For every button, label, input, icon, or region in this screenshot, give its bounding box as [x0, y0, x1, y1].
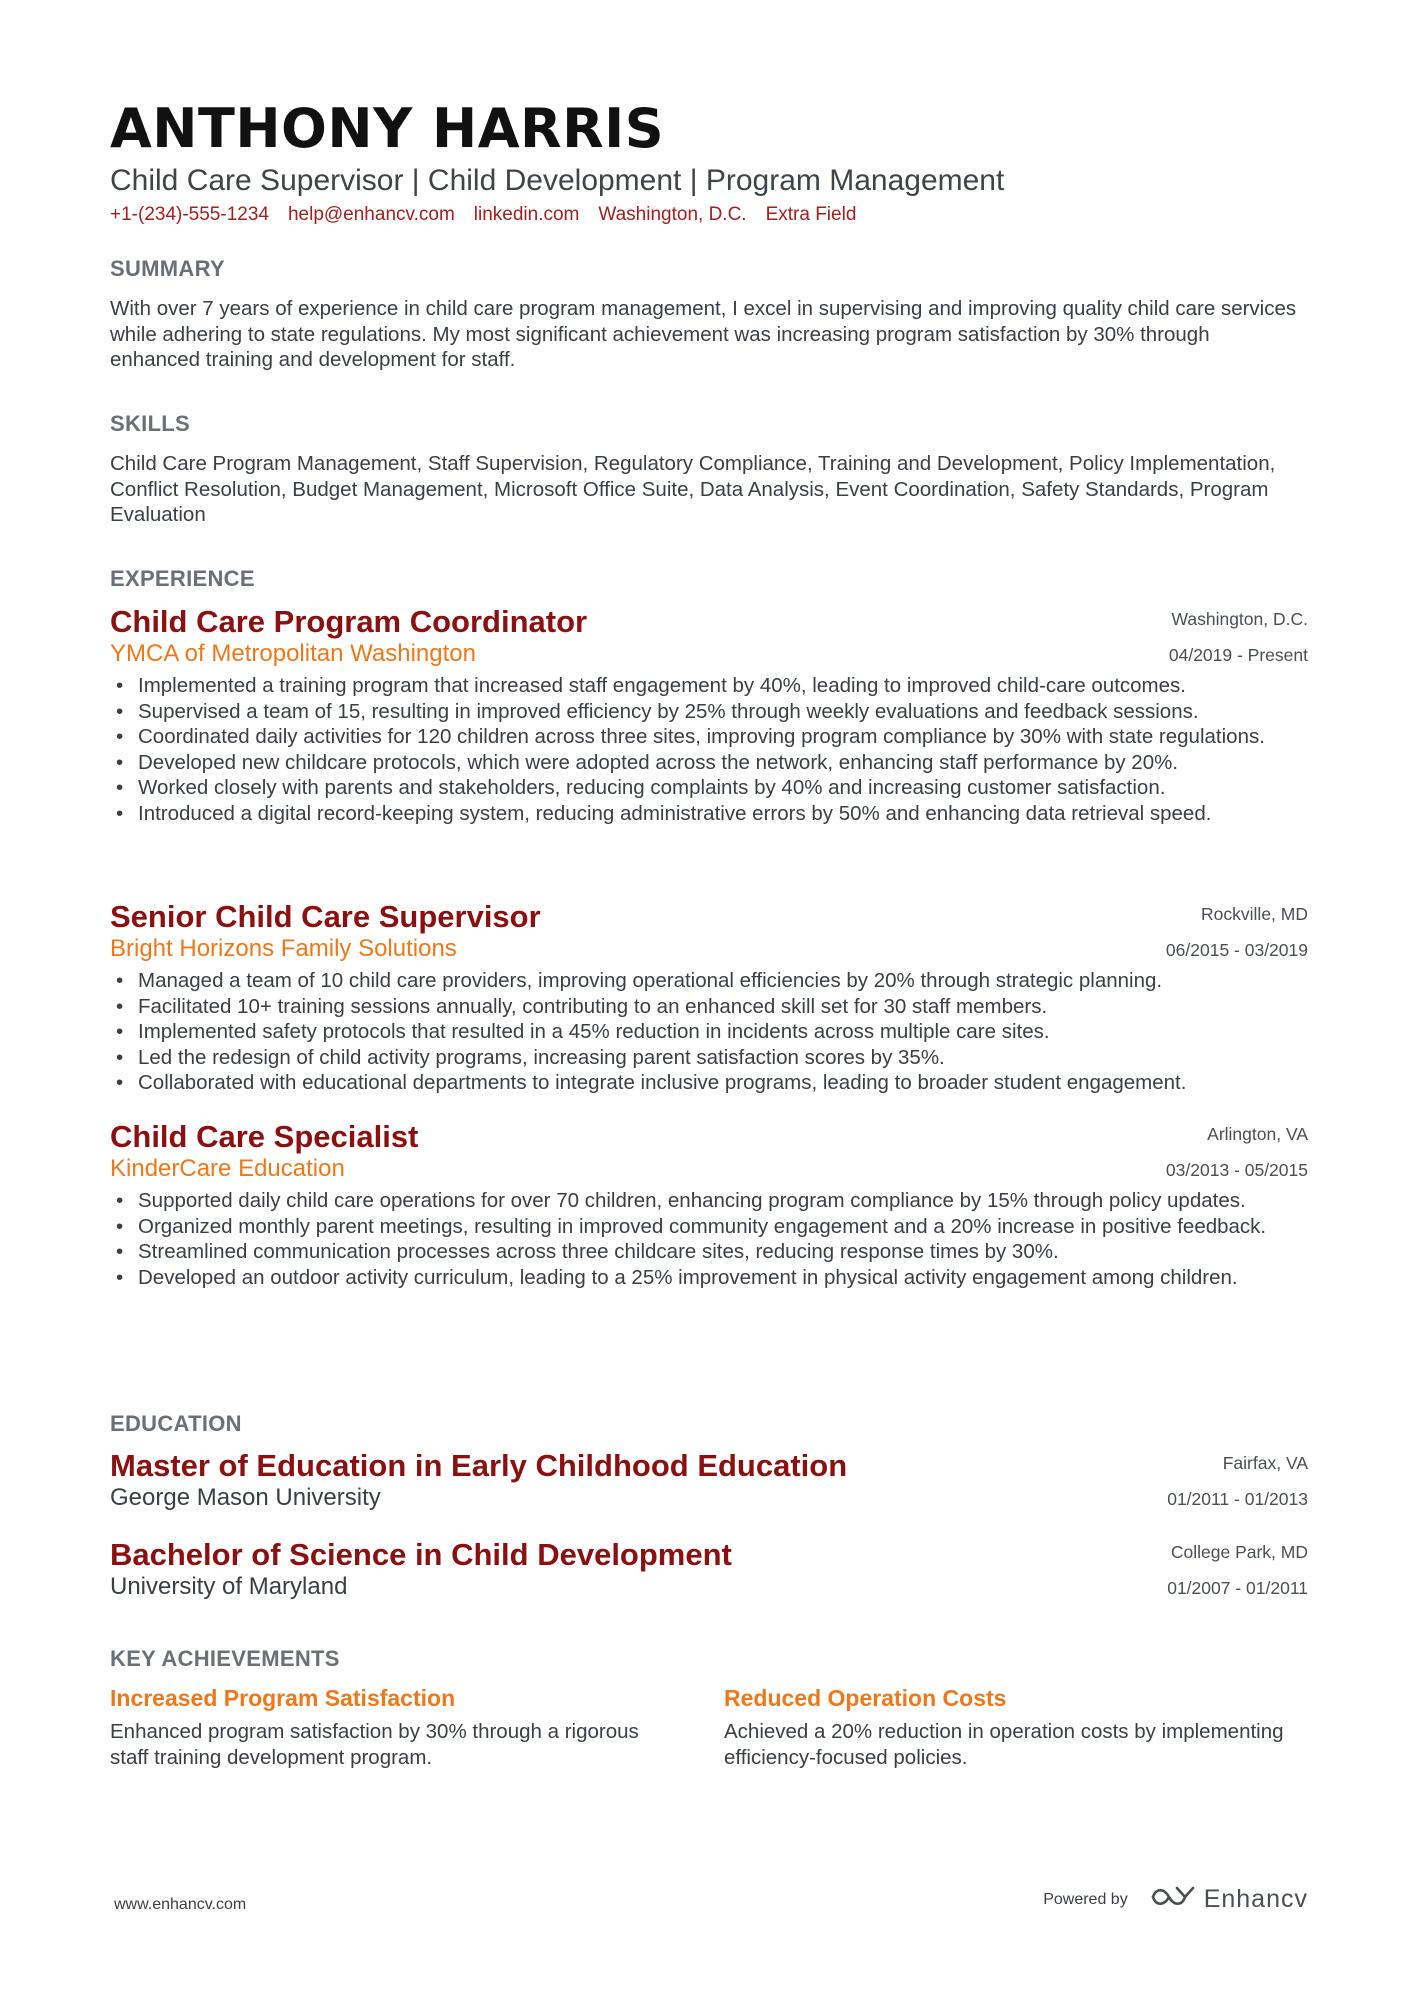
school-name: George Mason University	[110, 1484, 381, 1511]
achievement-item	[724, 1683, 1284, 1770]
bullet-item: • Managed a team of 10 child care providers, improving operational efficiencies by 20% through strategic planning.	[110, 968, 1308, 994]
skills-heading: SKILLS	[110, 411, 191, 436]
resume-page	[110, 0, 1308, 1995]
skills-text: Child Care Program Management, Staff Supervision, Regulatory Compliance, Training and Development, Policy Implementation, Conflict Resolution, Budget Management, Microsoft Office Suite, Data Analysis, Event Coordination, Safety Standards, Program Evaluation	[110, 452, 1276, 527]
achievement-title: Increased Program Satisfaction	[110, 1685, 456, 1711]
school-location: Fairfax, VA	[1222, 1453, 1308, 1473]
bullet-item: • Organized monthly parent meetings, resulting in improved community engagement and a 20% increase in positive feedback.	[110, 1214, 1308, 1240]
job-title: Child Care Specialist	[110, 1119, 419, 1154]
powered-by	[1043, 1884, 1308, 1915]
bullet-item: • Worked closely with parents and stakeholders, reducing complaints by 40% and increasing customer satisfaction.	[110, 775, 1308, 801]
bullet-item: • Introduced a digital record-keeping system, reducing administrative errors by 50% and enhancing data retrieval speed.	[110, 801, 1308, 827]
job-location: Rockville, MD	[1201, 904, 1308, 924]
email-link[interactable]: help@enhancv.com	[287, 204, 455, 225]
headline: Child Care Supervisor | Child Development | Program Management	[110, 164, 1005, 197]
bullet-item: • Collaborated with educational departments to integrate inclusive programs, leading to broader student engagement.	[110, 1070, 1308, 1096]
powered-by-label: Powered by	[1043, 1890, 1128, 1908]
company-name: KinderCare Education	[110, 1155, 345, 1182]
phone-link[interactable]: +1-(234)-555-1234	[110, 204, 269, 225]
candidate-name: ANTHONY HARRIS	[110, 97, 665, 160]
school-dates: 01/2011 - 01/2013	[1167, 1489, 1308, 1509]
bullet-item: • Streamlined communication processes across three childcare sites, reducing response times by 30%.	[110, 1239, 1308, 1265]
achievements-heading: KEY ACHIEVEMENTS	[110, 1646, 340, 1671]
brand-name: Enhancv	[1203, 1885, 1308, 1913]
location-text: Washington, D.C.	[598, 204, 747, 225]
job-dates: 04/2019 - Present	[1168, 645, 1308, 665]
job-dates: 03/2013 - 05/2015	[1165, 1160, 1308, 1180]
job-location: Washington, D.C.	[1171, 609, 1308, 629]
bullet-item: • Coordinated daily activities for 120 children across three sites, improving program compliance by 30% with state regulations.	[110, 724, 1308, 750]
job-title: Child Care Program Coordinator	[110, 604, 588, 639]
education-heading: EDUCATION	[110, 1411, 242, 1436]
achievement-item	[110, 1683, 670, 1770]
bullet-item: • Led the redesign of child activity programs, increasing parent satisfaction scores by 35%.	[110, 1045, 1308, 1071]
bullet-item: • Facilitated 10+ training sessions annually, contributing to an enhanced skill set for 30 staff members.	[110, 994, 1308, 1020]
degree-title: Master of Education in Early Childhood Education	[110, 1448, 848, 1483]
job-dates: 06/2015 - 03/2019	[1165, 940, 1308, 960]
degree-title: Bachelor of Science in Child Development	[110, 1537, 732, 1572]
job-location: Arlington, VA	[1207, 1124, 1308, 1144]
summary-text: With over 7 years of experience in child care program management, I excel in supervising and improving quality child care services while adhering to state regulations. My most significant achievement was increasing program satisfaction by 30% through enhanced training and development for staff.	[110, 297, 1297, 372]
summary-heading: SUMMARY	[110, 256, 225, 281]
achievement-title: Reduced Operation Costs	[724, 1685, 1007, 1711]
bullet-item: • Supported daily child care operations for over 70 children, enhancing program compliance by 15% through policy updates.	[110, 1188, 1308, 1214]
contact-bar	[110, 202, 856, 228]
achievement-desc: Achieved a 20% reduction in operation costs by implementing efficiency-focused policies.	[724, 1720, 1284, 1769]
job-bullets	[110, 1188, 1308, 1290]
company-name: YMCA of Metropolitan Washington	[110, 640, 476, 667]
company-name: Bright Horizons Family Solutions	[110, 935, 457, 962]
achievement-desc: Enhanced program satisfaction by 30% through a rigorous staff training development program.	[110, 1720, 639, 1769]
bullet-item: • Developed an outdoor activity curriculum, leading to a 25% improvement in physical activity engagement among children.	[110, 1265, 1308, 1291]
linkedin-link[interactable]: linkedin.com	[473, 204, 580, 225]
enhancv-logo-icon	[1150, 1884, 1196, 1915]
school-location: College Park, MD	[1170, 1542, 1308, 1562]
school-dates: 01/2007 - 01/2011	[1167, 1578, 1308, 1598]
job-title: Senior Child Care Supervisor	[110, 899, 541, 934]
bullet-item: • Developed new childcare protocols, which were adopted across the network, enhancing staff performance by 20%.	[110, 750, 1308, 776]
experience-heading: EXPERIENCE	[110, 566, 255, 591]
job-bullets	[110, 968, 1308, 1096]
brand-logo[interactable]	[1150, 1884, 1308, 1915]
school-name: University of Maryland	[110, 1573, 348, 1600]
footer-website-link[interactable]: www.enhancv.com	[114, 1896, 247, 1913]
bullet-item: • Supervised a team of 15, resulting in improved efficiency by 25% through weekly evaluations and feedback sessions.	[110, 699, 1308, 725]
bullet-item: • Implemented safety protocols that resulted in a 45% reduction in incidents across multiple care sites.	[110, 1019, 1308, 1045]
extra-field: Extra Field	[765, 204, 857, 225]
job-bullets	[110, 673, 1308, 827]
bullet-item: • Implemented a training program that increased staff engagement by 40%, leading to improved child-care outcomes.	[110, 673, 1308, 699]
